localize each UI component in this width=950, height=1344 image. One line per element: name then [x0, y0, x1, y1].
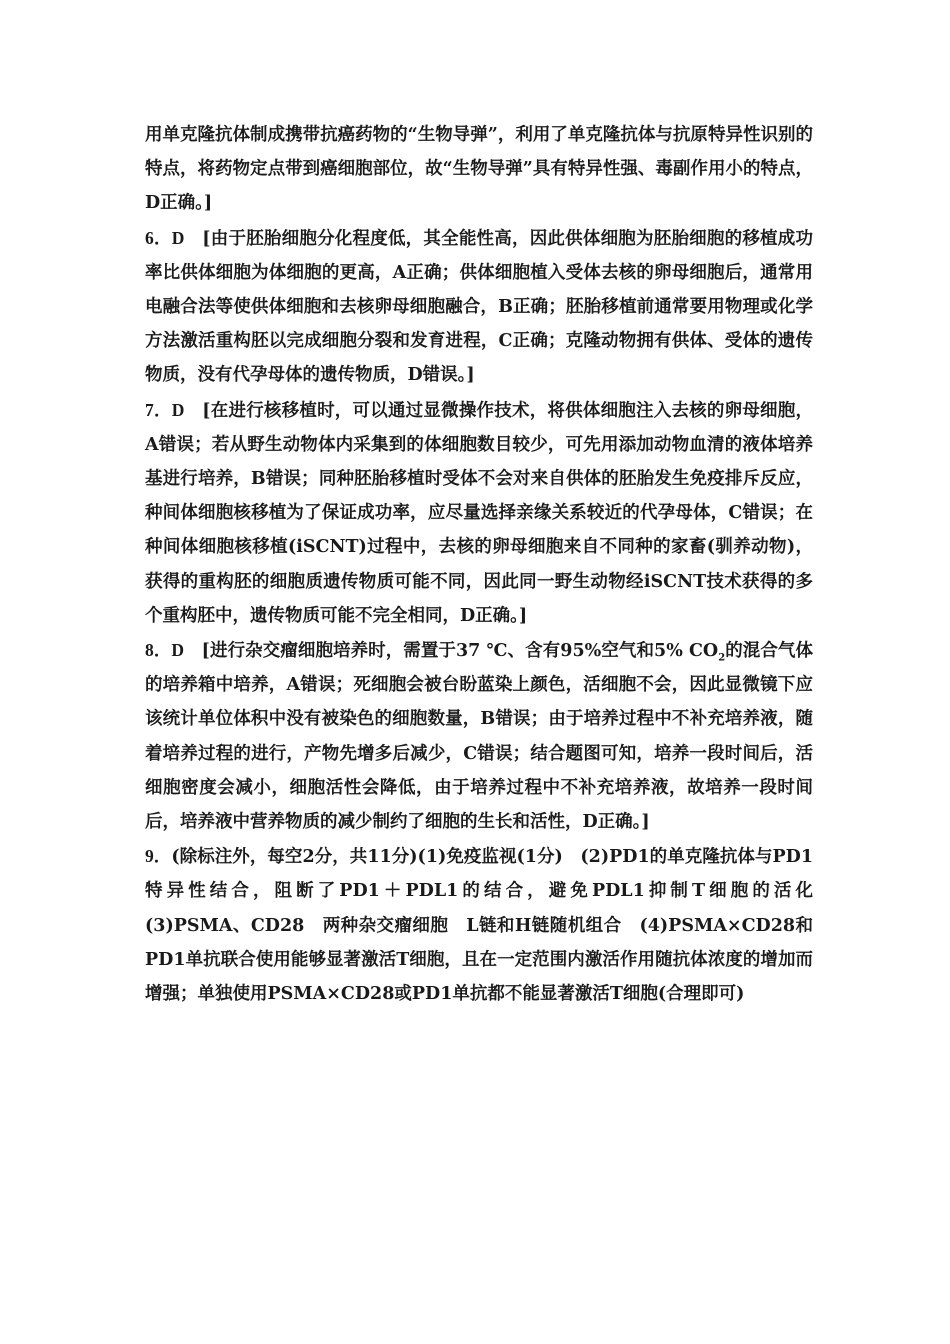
answer-5-text: 用单克隆抗体制成携带抗癌药物的“生物导弹”，利用了单克隆抗体与抗原特异性识别的特点，将药物定点带到癌细胞部位，故“生物导弹”具有特异性强、毒副作用小的特点，D正确。]: [145, 125, 813, 214]
answer-7-label: 7．D: [145, 399, 203, 420]
answer-6-text: [由于胚胎细胞分化程度低，其全能性高，因此供体细胞为胚胎细胞的移植成功率比供体细胞为体细胞的更高，A正确；供体细胞植入受体去核的卵母细胞后，通常用电融合法等使供体细胞和去核卵母细胞融合，B正确；胚胎移植前通常要用物理或化学方法激活重构胚以完成细胞分裂和发育进程，C正确；克隆动物拥有供体、受体的遗传物质，没有代孕母体的遗传物质，D错误。]: [145, 228, 813, 386]
answer-9-label: 9．: [145, 846, 172, 867]
answer-9-text: (除标注外，每空2分，共11分)(1)免疫监视(1分) (2)PD1的单克隆抗体与PD1特异性结合，阻断了PD1＋PDL1的结合，避免PDL1抑制T细胞的活化 (3)PSMA、CD28 两种杂交瘤细胞 L链和H链随机组合 (4)PSMA×CD28和PD1单抗联合使用能够显著激活T细胞，且在一定范围内激活作用随抗体浓度的增加而增强；单独使用PSMA×CD28或PD1单抗都不能显著激活T细胞(合理即可): [145, 847, 831, 1005]
answer-8: [145, 633, 813, 839]
answer-8-label: 8．D: [145, 640, 202, 661]
answer-8-text-after: 的混合气体的培养箱中培养，A错误；死细胞会被台盼蓝染上颜色，活细胞不会，因此显微镜下应该统计单位体积中没有被染色的细胞数量，B错误；由于培养过程中不补充培养液，随着培养过程的进行，产物先增多后减少，C错误；结合题图可知，培养一段时间后，活细胞密度会减小，细胞活性会降低，由于培养过程中不补充培养液，故培养一段时间后，培养液中营养物质的减少制约了细胞的生长和活性，D正确。]: [145, 641, 814, 833]
answer-7: [145, 393, 813, 633]
co2-subscript: 2: [718, 652, 726, 664]
answer-5-continuation: [145, 118, 813, 221]
answer-8-text-before: [进行杂交瘤细胞培养时，需置于37 ℃、含有95%空气和5% CO: [201, 641, 719, 662]
answer-9: [145, 839, 831, 1011]
answer-6-label: 6．D: [145, 227, 203, 248]
answer-document: [145, 118, 831, 1011]
answer-7-text: [在进行核移植时，可以通过显微操作技术，将供体细胞注入去核的卵母细胞，A错误；若从野生动物体内采集到的体细胞数目较少，可先用添加动物血清的液体培养基进行培养，B错误；同种胚胎移植时受体不会对来自供体的胚胎发生免疫排斥反应，种间体细胞核移植为了保证成功率，应尽量选择亲缘关系较近的代孕母体，C错误；在种间体细胞核移植(iSCNT)过程中，去核的卵母细胞来自不同种的家畜(驯养动物)，获得的重构胚的细胞质遗传物质可能不同，因此同一野生动物经iSCNT技术获得的多个重构胚中，遗传物质可能不完全相同，D正确。]: [145, 400, 813, 626]
answer-6: [145, 221, 813, 393]
